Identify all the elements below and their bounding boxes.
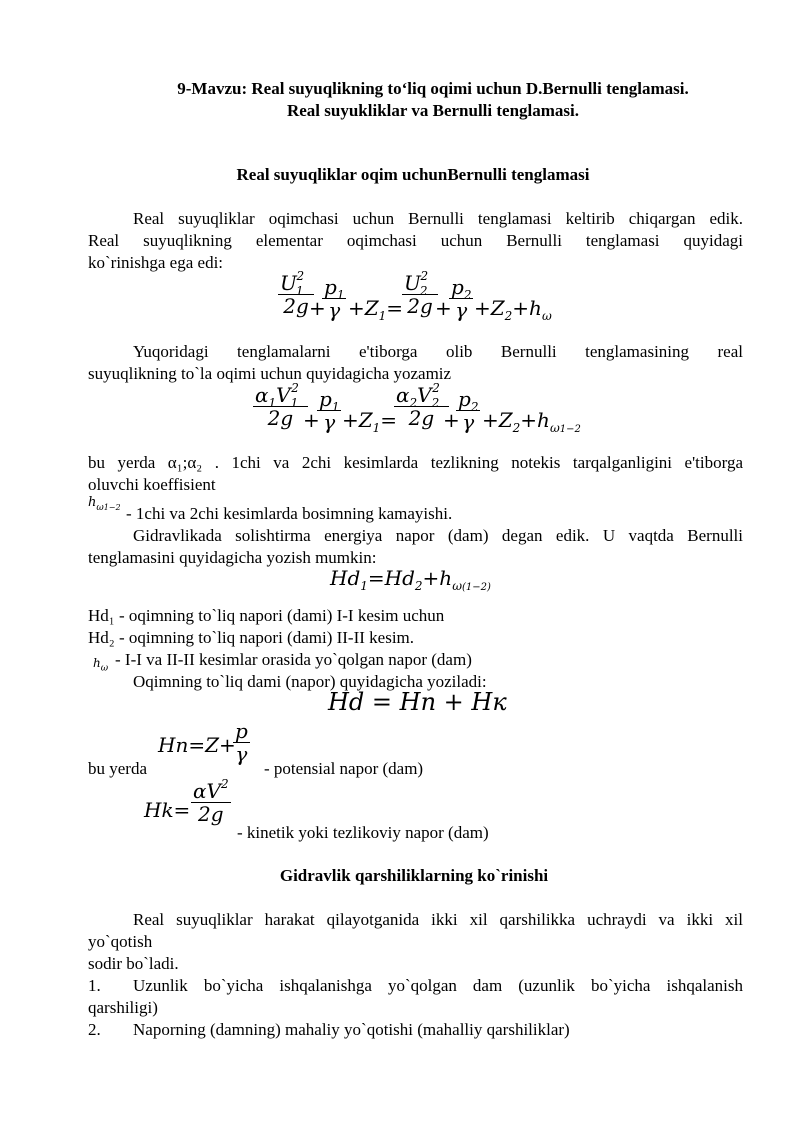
list-item-number: 1.: [88, 976, 101, 995]
para1-line2: Real suyuqlikning elementar oqimchasi uchun Bernulli tenglamasi quyidagi: [88, 231, 743, 250]
list-item-text-cont: qarshiligi): [88, 998, 158, 1017]
para6-line3: sodir bo`ladi.: [88, 954, 179, 973]
list-item-number: 2.: [88, 1020, 101, 1039]
para3-line3: - 1chi va 2chi kesimlarda bosimning kamayishi.: [126, 504, 453, 523]
para2-line2: suyuqlikning to`la oqimi uchun quyidagicha yozamiz: [88, 364, 452, 383]
h-omega-symbol-2: $h_\omega$: [93, 656, 109, 674]
list-item-text: Uzunlik bo`yicha ishqalanishga yo`qolgan dam (uzunlik bo`yicha ishqalanish: [133, 976, 743, 995]
kinetic-head-description: - kinetik yoki tezlikoviy napor (dam): [237, 823, 489, 842]
para6-line2: yo`qotish: [88, 932, 153, 951]
title-line-2: Real suyukliklar va Bernulli tenglamasi.: [286, 101, 580, 120]
list-item-text: Naporning (damning) mahaliy yo`qotishi (mahalliy qarshiliklar): [133, 1020, 570, 1039]
para1-line1: Real suyuqliklar oqimchasi uchun Bernulli tenglamasi keltirib chiqargan edik.: [133, 209, 743, 228]
definition-hd1: Hd₁ - oqimning to`liq napori (dami) I-I kesim uchun: [88, 606, 445, 625]
para3-line1: bu yerda α₁;α₂ . 1chi va 2chi kesimlarda tezlikning notekis tarqalganligini e'tiborga: [88, 453, 743, 472]
document-page: 9-Mavzu: Real suyuqlikning to‘liq oqimi uchun D.Bernulli tenglamasi. Real suyukliklar va Bernulli tenglamasi. Real suyuqliklar oqim uchunBernulli tenglamasi Real suyuqliklar oqimchasi uchun Bernulli tenglamasi keltirib chiqargan edik. Real suyuqlikning elementar oqimchasi uchun Bernulli tenglamasi quyidagi ko`rinishga ega edi: $\frac{U_1^2}{2g}$ + $\frac{p_1}{\gamma}$ $+Z_1=$ $\frac{U_2^2}{2g}$ + $\frac{p_2}{\gamma}$ $+Z_2+h_\omega$ Yuqoridagi tenglamalarni e'tiborga olib Bernulli tenglamasining real suyuqlikning to`la oqimi uchun quyidagicha yozamiz $\frac{\alpha_1V_1^2}{2g}$ + $\frac{p_1}{\gamma}$ $+Z_1=$ $\frac{\alpha_2V_2^2}{2g}$ + $\frac{p_2}{\gamma}$ $+Z_2+h_{\omega 1-2}$ bu yerda α₁;α₂ . 1chi va 2chi kesimlarda tezlikning notekis tarqalganligini e'tiborga oluvchi koeffisient $h_{\omega 1-2}$ - 1chi va 2chi kesimlarda bosimning kamayishi. Gidravlikada solishtirma energiya napor (dam) degan edik. U vaqtda Bernulli tenglamasini quyidagicha yozish mumkin: $Hd_1=Hd_2+h_{\omega(1-2)}$ Hd₁ - oqimning to`liq napori (dami) I-I kesim uchun Hd₂ - oqimning to`liq napori (dami) II-II kesim. $h_\omega$ - I-I va II-II kesimlar orasida yo`qolgan napor (dam) Oqimning to`liq dami (napor) quyidagicha yoziladi: Hd = Hn + Hк Hn=Z+ $\frac{p}{\gamma}$ bu yerda - potensial napor (dam) Hk= $\frac{\alpha V^2}{2g}$ - kinetik yoki tezlikoviy napor (dam) Gidravlik qarshiliklarning ko`rinishi Real suyuqliklar harakat qilayotganida ikki xil qarshilikka uchraydi va ikki xil yo`qotish sodir bo`ladi. 1. Uzunlik bo`yicha ishqalanishga yo`qolgan dam (uzunlik bo`yicha ishqalanish qarshiligi) 2. Naporning (damning) mahaliy yo`qotishi (mahalliy qarshiliklar): [0, 0, 800, 1131]
para1-line3: ko`rinishga ega edi:: [88, 253, 224, 272]
bu-yerda-label: bu yerda: [88, 759, 148, 778]
section-heading-resistances: Gidravlik qarshiliklarning ko`rinishi: [279, 866, 549, 885]
potential-head-description: - potensial napor (dam): [264, 759, 424, 778]
para3-line2: oluvchi koeffisient: [88, 475, 216, 494]
para4-line1: Gidravlikada solishtirma energiya napor (dam) degan edik. U vaqtda Bernulli: [133, 526, 743, 545]
para6-line1: Real suyuqliklar harakat qilayotganida ikki xil qarshilikka uchraydi va ikki xil: [133, 910, 743, 929]
section-heading-bernoulli: Real suyuqliklar oqim uchunBernulli tenglamasi: [236, 165, 590, 184]
para5: Oqimning to`liq dami (napor) quyidagicha yoziladi:: [133, 672, 487, 691]
definition-hd2: Hd₂ - oqimning to`liq napori (dami) II-II kesim.: [88, 628, 415, 647]
definition-hw: - I-I va II-II kesimlar orasida yo`qolgan napor (dam): [115, 650, 472, 669]
para4-line2: tenglamasini quyidagicha yozish mumkin:: [88, 548, 377, 567]
h-omega-symbol: $h_{\omega 1-2}$: [88, 495, 121, 513]
para2-line1: Yuqoridagi tenglamalarni e'tiborga olib Bernulli tenglamasining real: [133, 342, 743, 361]
title-line-1: 9-Mavzu: Real suyuqlikning to‘liq oqimi uchun D.Bernulli tenglamasi.: [177, 79, 689, 98]
equation-total-head: $Hd_1=Hd_2+h_{\omega(1-2)}$: [330, 566, 491, 593]
equation-hd-sum: Hd = Hn + Hк: [328, 688, 507, 716]
